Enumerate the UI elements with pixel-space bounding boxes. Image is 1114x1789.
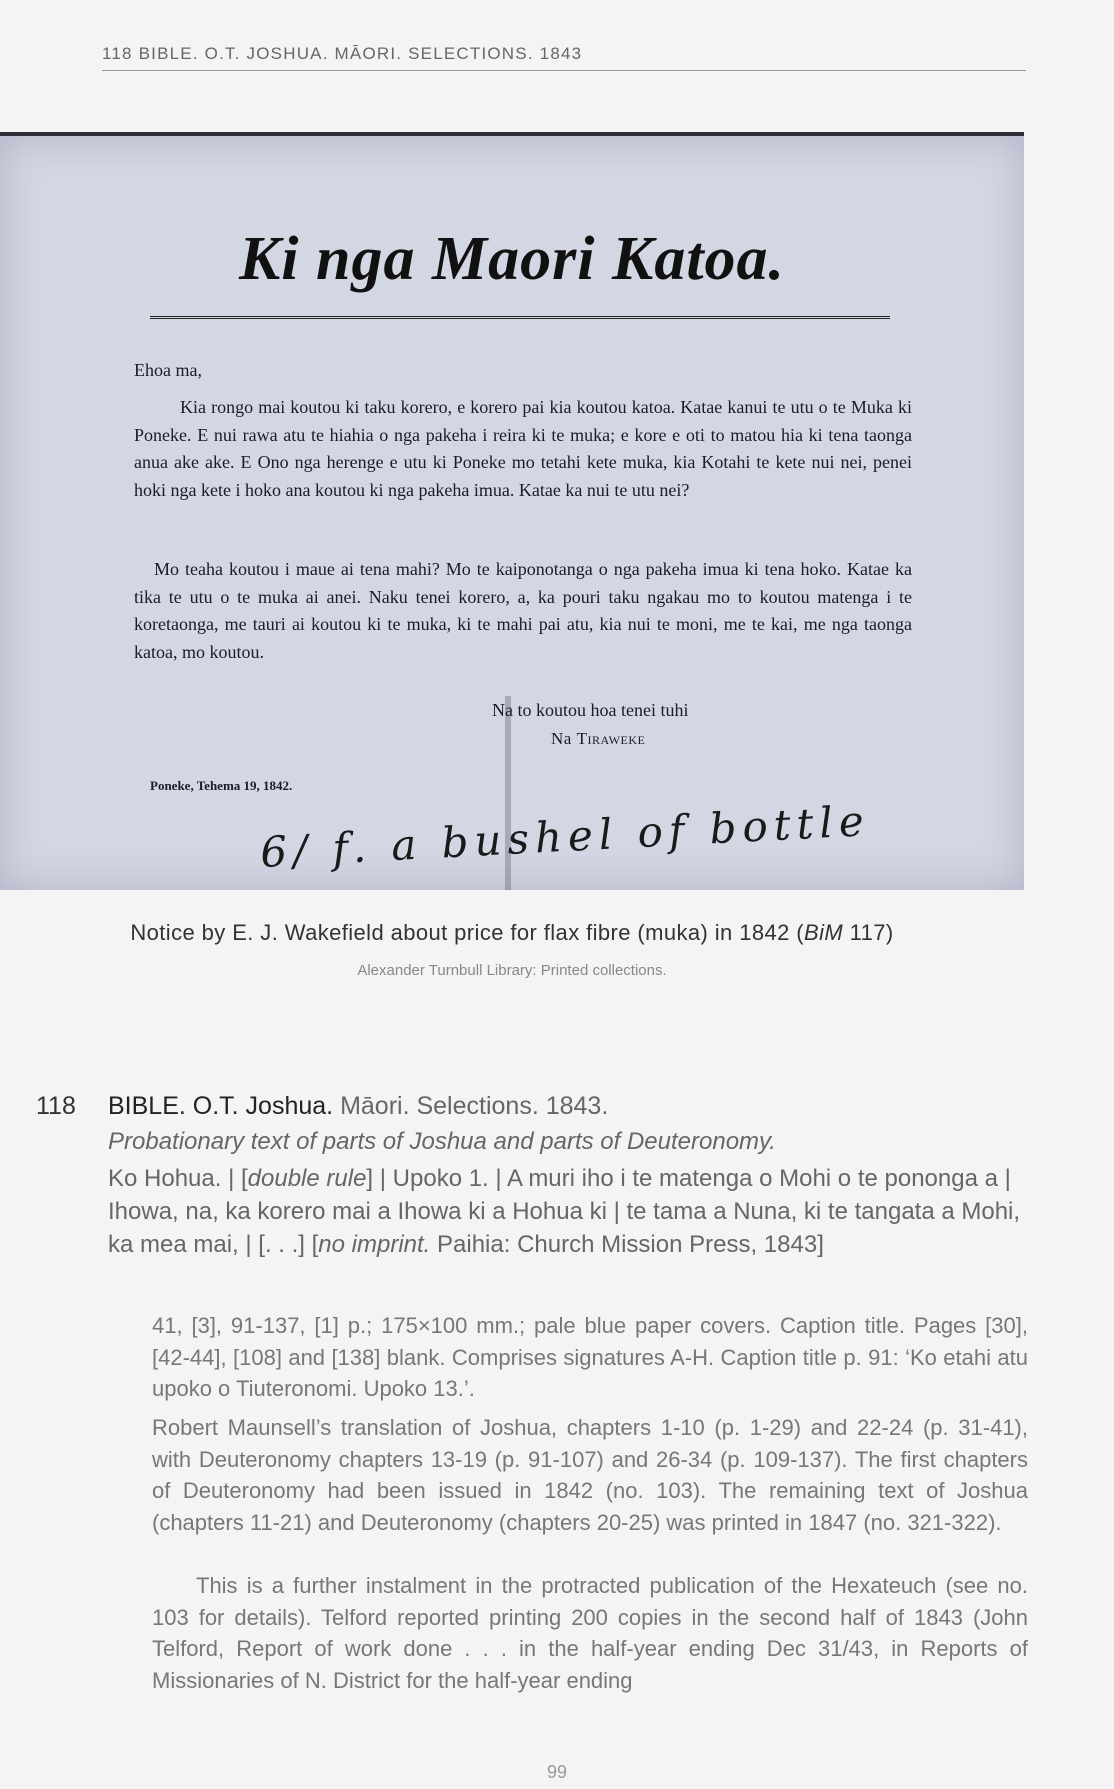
transcription-after: Paihia: Church Mission Press, 1843] (430, 1231, 824, 1258)
caption-text-after: 117) (843, 920, 894, 945)
figure-caption (0, 920, 1024, 946)
signature-prefix: Na (551, 729, 572, 748)
entry-title-transcription (108, 1162, 1030, 1261)
notice-title: Ki nga Maori Katoa. (238, 225, 786, 293)
entry-note-2: This is a further instalment in the protracted publication of the Hexateuch (see no. 103 for details). Telford reported printing 200 copies in the second half of 1843 (John Telford, Report of work done . . . in the half-year ending Dec 31/43, in Reports of Missionaries of N. District for the half-year ending (152, 1573, 1028, 1693)
entry-heading (108, 1092, 1028, 1121)
caption-text-before: Notice by E. J. Wakefield about price for flax fibre (muka) in 1842 ( (130, 920, 804, 945)
caption-italic: BiM (804, 920, 844, 945)
notice-plate (0, 132, 1024, 890)
entry-collation: 41, [3], 91-137, [1] p.; 175×100 mm.; pale blue paper covers. Caption title. Pages [30], [42-44], [108] and [138] blank. Comprises signatures A-H. Caption title p. 91: ‘Ko etahi atu upoko o Tiuteronomi. Upoko 13.’. (152, 1313, 1028, 1401)
transcription-middle: ] | Upoko 1. | A muri iho i te matenga o Mohi o te pononga a | Ihowa, na, ka korero mai a Ihowa ki a Hohua ki | te tama a Nuna, ki te tangata a Mohi, ka mea mai, | [. . .] [ (108, 1165, 1021, 1258)
entry-subtitle: Probationary text of parts of Joshua and parts of Deuteronomy. (108, 1128, 776, 1155)
handwritten-annotation: 6/ f. a bushel of bottle (259, 796, 871, 877)
signature-name: Tiraweke (576, 729, 646, 748)
transcription-italic-2: no imprint. (318, 1231, 431, 1258)
transcription-italic-1: double rule (247, 1165, 367, 1192)
notice-paragraph-2: Mo teaha koutou i maue ai tena mahi? Mo te kaiponotanga o nga pakeha imua ki tena hoko. Katae ka tika te utu o te muka ai anei. Naku tenei korero, a, ka pouri taku ngakau mo to koutou matenga i te koretaonga, me tauri ai koutou ki te muka, ki te mahi pai atu, kia nui te moni, me te kai, me nga taonga katoa, mo koutou. (134, 559, 912, 662)
entry-note-1: Robert Maunsell’s translation of Joshua, chapters 1-10 (p. 1-29) and 22-24 (p. 31-41), with Deuteronomy chapters 13-19 (p. 91-107) and 26-34 (p. 109-137). The first chapters of Deuteronomy had been issued in 1842 (no. 103). The remaining text of Joshua (chapters 11-21) and Deuteronomy (chapters 20-25) was printed in 1847 (no. 321-322). (152, 1415, 1028, 1535)
entry-number: 118 (36, 1092, 76, 1120)
notice-signature-line: Na to koutou hoa tenei tuhi (492, 700, 689, 720)
entry-heading-rest: Māori. Selections. 1843. (340, 1092, 609, 1120)
notice-signature-name (551, 729, 645, 749)
notice-salutation: Ehoa ma, (134, 360, 202, 380)
entry-heading-title: BIBLE. O.T. Joshua. (108, 1092, 334, 1120)
running-head: 118 BIBLE. O.T. JOSHUA. MĀORI. SELECTIONS. 1843 (102, 44, 1026, 71)
notice-paragraph-1: Kia rongo mai koutou ki taku korero, e korero pai kia koutou katoa. Katae kanui te utu o te Muka ki Poneke. E nui rawa atu te hiahia o nga pakeha i reira ki te muka; e kore e oti to matou hia ki tena taonga anua ake ake. E Ono nga herenge e utu ki Poneke mo tetahi kete muka, kia Kotahi te kete nui nei, penei hoki nga kete i hoko ana koutou ki nga pakeha imua. Katae ka nui te utu nei? (134, 397, 912, 500)
title-rule (150, 316, 890, 319)
transcription-before: Ko Hohua. | [ (108, 1165, 248, 1192)
page-number: 99 (546, 1762, 568, 1782)
figure-credit: Alexander Turnbull Library: Printed collections. (357, 962, 667, 979)
notice-date: Poneke, Tehema 19, 1842. (150, 778, 293, 793)
